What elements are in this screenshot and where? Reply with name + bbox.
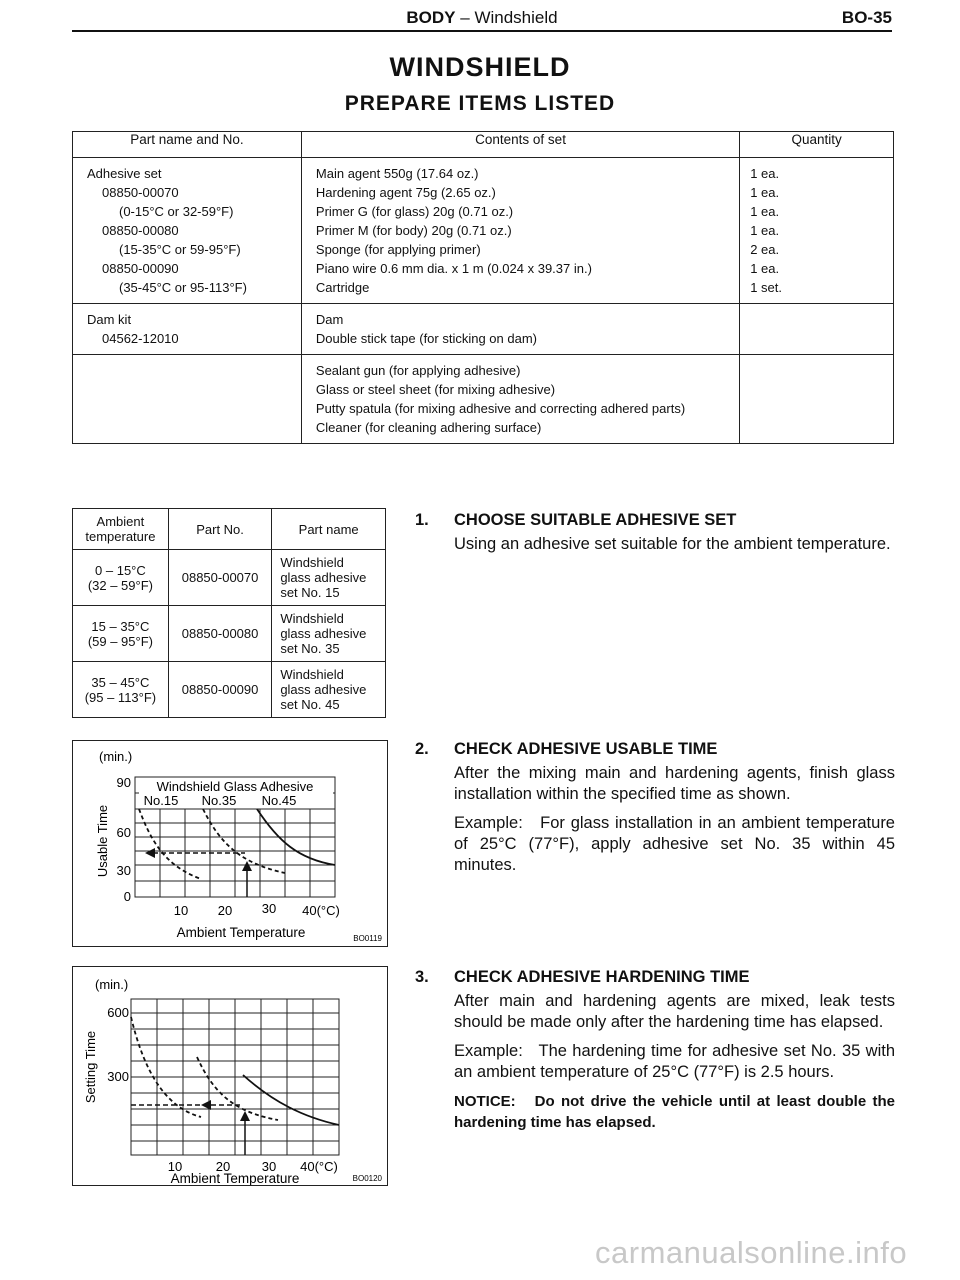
name-line: Windshield — [280, 667, 344, 682]
name-line: set No. 45 — [280, 697, 340, 712]
name-line: Windshield — [280, 611, 344, 626]
temp-cell — [73, 606, 169, 662]
contents-cell — [301, 355, 739, 444]
part-line: (15-35°C or 59-95°F) — [119, 242, 241, 257]
name-line: Windshield — [280, 555, 344, 570]
name-line: set No. 35 — [280, 641, 340, 656]
setting-time-chart — [73, 967, 387, 1185]
y-unit-label: (min.) — [99, 749, 133, 764]
part-cell — [73, 355, 302, 444]
ambient-table-header — [73, 509, 386, 550]
parts-table — [72, 131, 894, 444]
figure-code: BO0120 — [352, 1174, 382, 1183]
content-line: Dam — [315, 312, 344, 327]
step-heading: CHECK ADHESIVE HARDENING TIME — [454, 968, 750, 986]
x-axis-label: Ambient Temperature — [170, 1171, 300, 1185]
content-line: Primer M (for body) 20g (0.71 oz.) — [315, 223, 512, 238]
part-line: 08850-00080 — [102, 223, 179, 238]
step-number: 3. — [415, 968, 429, 986]
content-line: Primer G (for glass) 20g (0.71 oz.) — [315, 204, 514, 219]
temp-f: (32 – 59°F) — [87, 577, 153, 593]
name-line: set No. 15 — [280, 585, 340, 600]
step-2 — [415, 739, 900, 876]
usable-time-figure — [72, 740, 388, 947]
step-number: 2. — [415, 740, 429, 758]
content-line: Hardening agent 75g (2.65 oz.) — [315, 185, 496, 200]
legend-title: Windshield Glass Adhesive — [156, 779, 314, 794]
col-header-part-name: Part name — [272, 509, 386, 550]
content-line: Sponge (for applying primer) — [315, 242, 481, 257]
content-line: Putty spatula (for mixing adhesive and correcting adhered parts) — [315, 401, 686, 416]
x-axis-label: Ambient Temperature — [176, 925, 306, 940]
header-separator: – — [460, 8, 470, 27]
part-line: (35-45°C or 95-113°F) — [119, 280, 247, 295]
y-axis-label: Usable Time — [95, 804, 110, 878]
part-line: Dam kit — [87, 312, 132, 327]
curve-no15 — [139, 809, 201, 879]
step-example: Example: For glass installation in an ambient temperature of 25°C (77°F), apply adhesive set No. 35 within 45 minutes. — [454, 814, 900, 874]
x-tick-label: 20 — [217, 903, 233, 918]
legend-item-no15: No.15 — [143, 793, 179, 808]
quantity-cell — [740, 304, 894, 355]
part-name-cell — [272, 662, 386, 718]
part-no-cell: 08850-00070 — [168, 550, 272, 606]
temp-f: (59 – 95°F) — [87, 633, 153, 649]
name-line: glass adhesive — [280, 570, 367, 585]
temp-f: (95 – 113°F) — [84, 689, 157, 705]
temp-cell — [73, 662, 169, 718]
step-paragraph: Using an adhesive set suitable for the ambient temperature. — [454, 535, 891, 553]
curve-no15 — [131, 1017, 201, 1117]
step-number: 1. — [415, 511, 429, 529]
qty-line: 1 ea. — [750, 261, 780, 276]
step-heading: CHOOSE SUITABLE ADHESIVE SET — [454, 511, 737, 529]
header-section: BODY — [406, 8, 456, 27]
table-row — [73, 662, 386, 718]
qty-line: 2 ea. — [750, 242, 780, 257]
header-subsection: Windshield — [474, 8, 558, 27]
step-heading: CHECK ADHESIVE USABLE TIME — [454, 740, 718, 758]
content-line: Main agent 550g (17.64 oz.) — [315, 166, 479, 181]
y-tick-label: 0 — [123, 889, 131, 904]
quantity-cell — [740, 355, 894, 444]
step-example: Example: The hardening time for adhesive set No. 35 with an ambient temperature of 25°C (77°F) is 2.5 hours. — [454, 1042, 900, 1081]
name-line: glass adhesive — [280, 626, 367, 641]
header-title — [72, 8, 892, 28]
qty-line: 1 ea. — [750, 204, 780, 219]
grid — [131, 999, 339, 1155]
content-line: Cartridge — [315, 280, 370, 295]
header-line: temperature — [85, 529, 156, 544]
part-line: 04562-12010 — [102, 331, 179, 346]
step-paragraph: After the mixing main and hardening agents, finish glass installation within the specified time as shown. — [454, 764, 895, 803]
part-line: Adhesive set — [87, 166, 162, 181]
qty-line: 1 ea. — [750, 223, 780, 238]
x-tick-label: 30 — [261, 901, 277, 916]
col-header-contents: Contents of set — [301, 132, 739, 158]
content-line: Cleaner (for cleaning adhering surface) — [315, 420, 542, 435]
table-row — [73, 606, 386, 662]
y-tick-label: 30 — [116, 863, 131, 878]
y-tick-label: 90 — [116, 775, 131, 790]
x-tick-label: 10 — [173, 903, 189, 918]
table-row — [73, 158, 894, 304]
curve-no45 — [243, 1075, 339, 1125]
content-line: Piano wire 0.6 mm dia. x 1 m (0.024 x 39.37 in.) — [315, 261, 592, 276]
notice-text: NOTICE: Do not drive the vehicle until at least double the hardening time has elapsed. — [454, 1093, 900, 1131]
content-line: Double stick tape (for sticking on dam) — [315, 331, 538, 346]
table-row — [73, 304, 894, 355]
part-no-cell: 08850-00080 — [168, 606, 272, 662]
step-3 — [415, 967, 900, 1133]
y-tick-label: 600 — [107, 1005, 129, 1020]
usable-time-chart — [73, 741, 387, 946]
step-1 — [415, 510, 895, 555]
quantity-cell — [740, 158, 894, 304]
y-tick-label: 300 — [107, 1069, 129, 1084]
y-unit-label: (min.) — [95, 977, 129, 992]
part-cell — [73, 158, 302, 304]
setting-time-figure — [72, 966, 388, 1186]
col-header-quantity: Quantity — [740, 132, 894, 158]
temp-c: 0 – 15°C — [95, 562, 146, 578]
y-axis-label: Setting Time — [83, 1030, 98, 1104]
arrow-up-icon — [242, 861, 252, 871]
x-tick-label: 20 — [215, 1159, 231, 1174]
part-name-cell — [272, 606, 386, 662]
y-tick-label: 60 — [116, 825, 131, 840]
part-cell — [73, 304, 302, 355]
qty-line: 1 ea. — [750, 185, 780, 200]
col-header-part-no: Part No. — [168, 509, 272, 550]
x-tick-label: 10 — [167, 1159, 183, 1174]
name-line: glass adhesive — [280, 682, 367, 697]
page-subtitle: PREPARE ITEMS LISTED — [344, 92, 616, 115]
temp-cell — [73, 550, 169, 606]
ambient-table — [72, 508, 386, 718]
contents-cell — [301, 304, 739, 355]
watermark: carmanualsonline.info — [595, 1235, 908, 1270]
content-line: Sealant gun (for applying adhesive) — [315, 363, 521, 378]
contents-cell — [301, 158, 739, 304]
figure-code: BO0119 — [353, 934, 382, 943]
page-header — [72, 4, 892, 32]
part-line: (0-15°C or 32-59°F) — [119, 204, 234, 219]
page-number: BO-35 — [841, 8, 892, 27]
curve-no35 — [203, 809, 285, 873]
x-tick-label: 40(°C) — [302, 903, 340, 918]
page-title: WINDSHIELD — [389, 52, 571, 82]
step-paragraph: After main and hardening agents are mixed, leak tests should be made only after the hardening time has elapsed. — [454, 992, 895, 1031]
temp-c: 35 – 45°C — [91, 674, 150, 690]
part-name-cell — [272, 550, 386, 606]
qty-line: 1 set. — [750, 280, 782, 295]
arrow-left-icon — [145, 848, 155, 858]
parts-table-header — [73, 132, 894, 158]
content-line: Glass or steel sheet (for mixing adhesive) — [315, 382, 556, 397]
legend-item-no35: No.35 — [201, 793, 237, 808]
part-no-cell: 08850-00090 — [168, 662, 272, 718]
qty-line: 1 ea. — [750, 166, 780, 181]
temp-c: 15 – 35°C — [91, 618, 150, 634]
header-line: Ambient — [96, 514, 145, 529]
x-tick-label: 40(°C) — [300, 1159, 338, 1174]
col-header-ambient — [73, 509, 169, 550]
part-line: 08850-00090 — [102, 261, 179, 276]
table-row — [73, 550, 386, 606]
col-header-part: Part name and No. — [73, 132, 302, 158]
table-row — [73, 355, 894, 444]
x-tick-label: 30 — [261, 1159, 277, 1174]
legend-item-no45: No.45 — [261, 793, 297, 808]
part-line: 08850-00070 — [102, 185, 179, 200]
